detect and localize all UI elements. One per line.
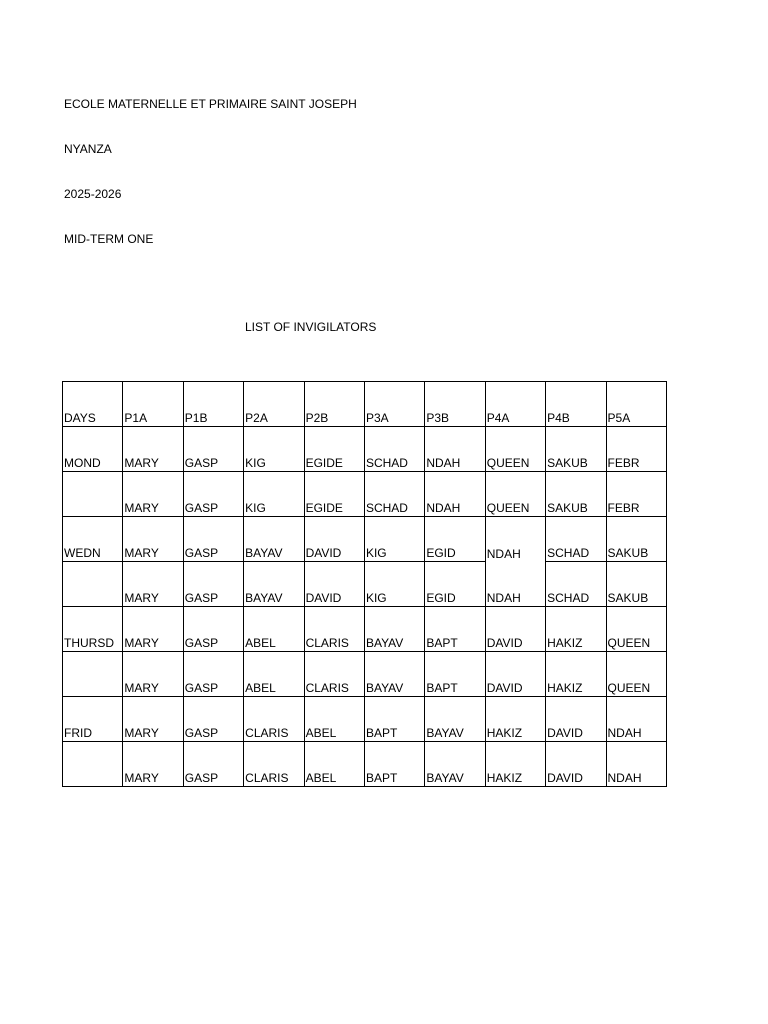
invigilator-cell: NDAH [425, 472, 485, 517]
day-cell: FRID [63, 697, 123, 742]
invigilator-cell: GASP [183, 742, 243, 787]
invigilator-cell: BAPT [364, 697, 424, 742]
invigilator-cell: BAYAV [364, 652, 424, 697]
invigilator-cell: HAKIZ [485, 742, 545, 787]
invigilator-cell: QUEEN [606, 607, 666, 652]
invigilator-cell: DAVID [546, 697, 606, 742]
table-row [63, 697, 667, 742]
table-row [63, 472, 667, 517]
invigilator-cell: QUEEN [485, 472, 545, 517]
invigilator-cell: EGID [425, 562, 485, 607]
header-cell: P1A [123, 382, 183, 427]
invigilator-cell: MARY [123, 562, 183, 607]
invigilator-cell: MARY [123, 607, 183, 652]
invigilator-cell: GASP [183, 652, 243, 697]
header-cell: P2A [244, 382, 304, 427]
day-cell: WEDN [63, 517, 123, 562]
school-name: ECOLE MATERNELLE ET PRIMAIRE SAINT JOSEPH [64, 97, 357, 111]
invigilator-cell: SAKUB [546, 472, 606, 517]
invigilator-cell: NDAH [606, 742, 666, 787]
invigilator-cell: SAKUB [606, 517, 666, 562]
invigilator-cell: KIG [364, 562, 424, 607]
invigilator-cell: ABEL [244, 652, 304, 697]
table-header-row [63, 382, 667, 427]
invigilator-cell: NDAH [485, 562, 545, 607]
header-cell: P5A [606, 382, 666, 427]
table-row [63, 652, 667, 697]
table-row [63, 562, 667, 607]
invigilator-cell: BAYAV [364, 607, 424, 652]
invigilator-cell: CLARIS [244, 697, 304, 742]
invigilator-cell: GASP [183, 697, 243, 742]
invigilator-cell: HAKIZ [485, 697, 545, 742]
header-cell: DAYS [63, 382, 123, 427]
header-cell: P1B [183, 382, 243, 427]
table-row [63, 517, 667, 562]
invigilator-cell: GASP [183, 517, 243, 562]
header-cell: P3A [364, 382, 424, 427]
invigilator-cell: FEBR [606, 427, 666, 472]
invigilator-cell: NDAH [485, 517, 545, 562]
invigilator-cell: NDAH [606, 697, 666, 742]
invigilator-cell: KIG [364, 517, 424, 562]
invigilator-cell: ABEL [244, 607, 304, 652]
invigilator-cell: QUEEN [606, 652, 666, 697]
day-cell [63, 742, 123, 787]
invigilator-cell: GASP [183, 472, 243, 517]
day-cell [63, 562, 123, 607]
table-row [63, 742, 667, 787]
invigilator-cell: QUEEN [485, 427, 545, 472]
invigilator-cell: BAPT [425, 652, 485, 697]
invigilator-cell: MARY [123, 517, 183, 562]
header-cell: P4B [546, 382, 606, 427]
invigilator-cell: KIG [244, 472, 304, 517]
invigilator-cell: MARY [123, 652, 183, 697]
invigilator-cell: ABEL [304, 742, 364, 787]
invigilator-cell: SCHAD [364, 472, 424, 517]
table-row [63, 427, 667, 472]
invigilator-cell: GASP [183, 562, 243, 607]
invigilator-cell: DAVID [485, 652, 545, 697]
header-cell: P2B [304, 382, 364, 427]
invigilator-cell: KIG [244, 427, 304, 472]
day-cell [63, 652, 123, 697]
invigilator-cell: DAVID [546, 742, 606, 787]
invigilator-cell: SAKUB [546, 427, 606, 472]
day-cell: THURSD [63, 607, 123, 652]
header-cell: P4A [485, 382, 545, 427]
invigilator-cell: MARY [123, 742, 183, 787]
invigilator-cell: BAYAV [425, 742, 485, 787]
invigilator-cell: DAVID [304, 517, 364, 562]
exam-term: MID-TERM ONE [64, 232, 154, 246]
invigilator-cell: BAYAV [244, 517, 304, 562]
invigilator-cell: ABEL [304, 697, 364, 742]
invigilators-table [62, 381, 667, 787]
invigilator-cell: GASP [183, 607, 243, 652]
day-cell [63, 472, 123, 517]
table-row [63, 607, 667, 652]
invigilator-cell: SCHAD [546, 562, 606, 607]
invigilator-cell: EGIDE [304, 472, 364, 517]
invigilator-cell: EGID [425, 517, 485, 562]
list-title: LIST OF INVIGILATORS [245, 320, 377, 334]
day-cell: MOND [63, 427, 123, 472]
invigilator-cell: SAKUB [606, 562, 666, 607]
invigilator-cell: DAVID [485, 607, 545, 652]
header-cell: P3B [425, 382, 485, 427]
invigilator-cell: HAKIZ [546, 607, 606, 652]
invigilator-cell: GASP [183, 427, 243, 472]
invigilator-cell: FEBR [606, 472, 666, 517]
invigilator-cell: MARY [123, 472, 183, 517]
invigilator-cell: HAKIZ [546, 652, 606, 697]
invigilator-cell: EGIDE [304, 427, 364, 472]
invigilator-cell: SCHAD [364, 427, 424, 472]
invigilator-cell: SCHAD [546, 517, 606, 562]
invigilator-cell: CLARIS [304, 652, 364, 697]
school-location: NYANZA [64, 142, 112, 156]
invigilator-cell: DAVID [304, 562, 364, 607]
invigilator-cell: CLARIS [304, 607, 364, 652]
invigilator-cell: CLARIS [244, 742, 304, 787]
invigilator-cell: BAPT [364, 742, 424, 787]
invigilator-cell: MARY [123, 427, 183, 472]
invigilator-cell: NDAH [425, 427, 485, 472]
academic-year: 2025-2026 [64, 187, 122, 201]
invigilator-cell: BAYAV [244, 562, 304, 607]
invigilator-cell: BAPT [425, 607, 485, 652]
invigilator-cell: BAYAV [425, 697, 485, 742]
invigilator-cell: MARY [123, 697, 183, 742]
